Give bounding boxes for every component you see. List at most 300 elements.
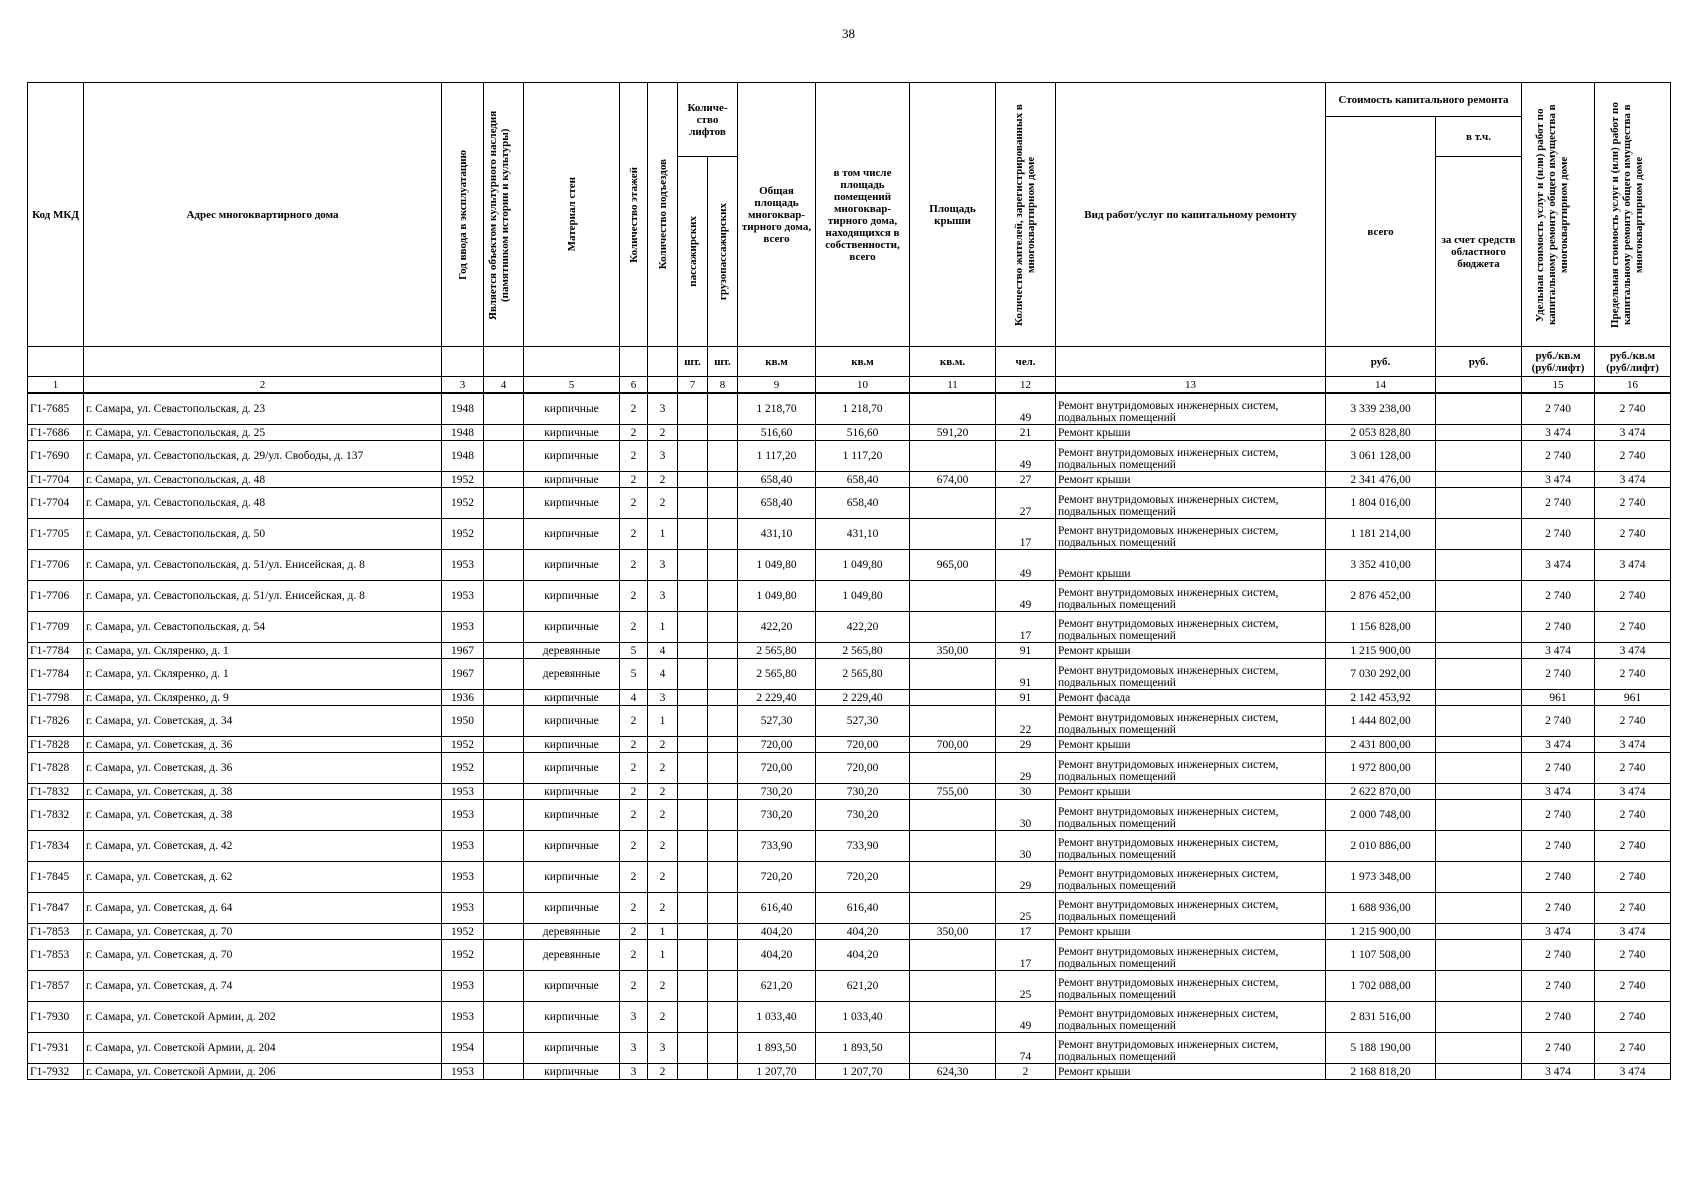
row-code: Г1-7685: [28, 393, 84, 425]
row-unit-cost: 2 740: [1522, 753, 1595, 784]
row-cost-regional: [1436, 550, 1522, 581]
column-number: 4: [484, 377, 524, 394]
row-walls: кирпичные: [524, 784, 620, 800]
row-limit-cost: 3 474: [1595, 737, 1671, 753]
row-unit-cost: 3 474: [1522, 784, 1595, 800]
row-lifts-passenger: [678, 784, 708, 800]
row-cost-total: 1 688 936,00: [1326, 893, 1436, 924]
row-entrances: 3: [648, 1033, 678, 1064]
row-address: г. Самара, ул. Советской Армии, д. 206: [84, 1064, 442, 1080]
row-address: г. Самара, ул. Севастопольская, д. 51/ул. Енисейская, д. 8: [84, 581, 442, 612]
row-cost-total: 2 168 818,20: [1326, 1064, 1436, 1080]
row-residents: 49: [996, 441, 1056, 472]
row-year: 1952: [442, 472, 484, 488]
row-work-type: Ремонт крыши: [1056, 472, 1326, 488]
row-owned-area: 616,40: [816, 893, 910, 924]
header-total-area: Общая площадь многоквар-тирного дома, всего: [738, 83, 816, 347]
row-total-area: 720,00: [738, 753, 816, 784]
row-work-type: Ремонт внутридомовых инженерных систем, подвальных помещений: [1056, 940, 1326, 971]
row-lifts-cargo: [708, 393, 738, 425]
row-code: Г1-7834: [28, 831, 84, 862]
row-cost-total: 1 215 900,00: [1326, 924, 1436, 940]
row-limit-cost: 3 474: [1595, 784, 1671, 800]
row-residents: 29: [996, 753, 1056, 784]
row-address: г. Самара, ул. Советская, д. 64: [84, 893, 442, 924]
row-year: 1948: [442, 425, 484, 441]
row-code: Г1-7826: [28, 706, 84, 737]
row-work-type: Ремонт крыши: [1056, 924, 1326, 940]
row-heritage: [484, 550, 524, 581]
row-owned-area: 1 049,80: [816, 581, 910, 612]
row-unit-cost: 3 474: [1522, 737, 1595, 753]
row-unit-cost: 2 740: [1522, 1002, 1595, 1033]
row-limit-cost: 2 740: [1595, 441, 1671, 472]
row-heritage: [484, 612, 524, 643]
row-address: г. Самара, ул. Советская, д. 38: [84, 800, 442, 831]
column-number: 11: [910, 377, 996, 394]
header-year: Год ввода в эксплуатацию: [456, 149, 469, 280]
row-work-type: Ремонт внутридомовых инженерных систем, подвальных помещений: [1056, 393, 1326, 425]
row-cost-total: 2 341 476,00: [1326, 472, 1436, 488]
row-code: Г1-7932: [28, 1064, 84, 1080]
row-address: г. Самара, ул. Советская, д. 70: [84, 940, 442, 971]
row-walls: кирпичные: [524, 550, 620, 581]
row-owned-area: 658,40: [816, 488, 910, 519]
row-roof-area: [910, 753, 996, 784]
row-address: г. Самара, ул. Севастопольская, д. 51/ул. Енисейская, д. 8: [84, 550, 442, 581]
page-number: 38: [842, 26, 855, 41]
row-lifts-passenger: [678, 519, 708, 550]
row-cost-regional: [1436, 519, 1522, 550]
row-unit-cost: 2 740: [1522, 893, 1595, 924]
row-roof-area: 350,00: [910, 924, 996, 940]
unit-pcs: шт.: [678, 347, 708, 377]
row-roof-area: 700,00: [910, 737, 996, 753]
row-owned-area: 1 049,80: [816, 550, 910, 581]
row-unit-cost: 2 740: [1522, 940, 1595, 971]
row-work-type: Ремонт внутридомовых инженерных систем, подвальных помещений: [1056, 831, 1326, 862]
row-cost-regional: [1436, 659, 1522, 690]
table-row: [28, 643, 1671, 659]
row-total-area: 422,20: [738, 612, 816, 643]
row-address: г. Самара, ул. Советская, д. 38: [84, 784, 442, 800]
row-cost-total: 5 188 190,00: [1326, 1033, 1436, 1064]
row-lifts-cargo: [708, 784, 738, 800]
row-year: 1953: [442, 1002, 484, 1033]
header-owned-area: в том числе площадь помещений многоквар-тирного дома, находящихся в собственности, всего: [816, 83, 910, 347]
row-limit-cost: 3 474: [1595, 643, 1671, 659]
row-address: г. Самара, ул. Советская, д. 42: [84, 831, 442, 862]
row-lifts-passenger: [678, 940, 708, 971]
row-lifts-passenger: [678, 659, 708, 690]
row-roof-area: 624,30: [910, 1064, 996, 1080]
row-total-area: 1 117,20: [738, 441, 816, 472]
row-cost-regional: [1436, 1002, 1522, 1033]
row-entrances: 2: [648, 971, 678, 1002]
row-walls: кирпичные: [524, 831, 620, 862]
row-walls: кирпичные: [524, 800, 620, 831]
row-roof-area: [910, 393, 996, 425]
row-entrances: 2: [648, 1002, 678, 1033]
row-entrances: 2: [648, 1064, 678, 1080]
row-total-area: 730,20: [738, 784, 816, 800]
row-walls: кирпичные: [524, 753, 620, 784]
column-number: 3: [442, 377, 484, 394]
row-floors: 2: [620, 581, 648, 612]
row-year: 1953: [442, 893, 484, 924]
row-address: г. Самара, ул. Севастопольская, д. 29/ул. Свободы, д. 137: [84, 441, 442, 472]
row-total-area: 616,40: [738, 893, 816, 924]
row-heritage: [484, 971, 524, 1002]
row-roof-area: [910, 519, 996, 550]
row-residents: 25: [996, 971, 1056, 1002]
row-residents: 17: [996, 940, 1056, 971]
row-floors: 3: [620, 1002, 648, 1033]
row-residents: 30: [996, 831, 1056, 862]
row-address: г. Самара, ул. Скляренко, д. 1: [84, 643, 442, 659]
row-lifts-passenger: [678, 612, 708, 643]
row-work-type: Ремонт внутридомовых инженерных систем, подвальных помещений: [1056, 1002, 1326, 1033]
table-row: [28, 800, 1671, 831]
column-number: 15: [1522, 377, 1595, 394]
row-work-type: Ремонт внутридомовых инженерных систем, подвальных помещений: [1056, 612, 1326, 643]
row-floors: 5: [620, 659, 648, 690]
row-residents: 17: [996, 519, 1056, 550]
row-lifts-passenger: [678, 690, 708, 706]
row-heritage: [484, 581, 524, 612]
row-entrances: 2: [648, 784, 678, 800]
row-roof-area: [910, 831, 996, 862]
column-number-row: [28, 377, 1671, 394]
row-cost-regional: [1436, 706, 1522, 737]
row-residents: 17: [996, 924, 1056, 940]
row-year: 1936: [442, 690, 484, 706]
row-lifts-cargo: [708, 1064, 738, 1080]
row-code: Г1-7704: [28, 488, 84, 519]
row-roof-area: [910, 940, 996, 971]
row-lifts-cargo: [708, 643, 738, 659]
header-cargo: грузопассажирских: [716, 202, 729, 301]
row-heritage: [484, 643, 524, 659]
row-work-type: Ремонт крыши: [1056, 1064, 1326, 1080]
row-roof-area: [910, 800, 996, 831]
header-entrances: Количество подъездов: [656, 159, 669, 270]
row-entrances: 2: [648, 831, 678, 862]
row-lifts-passenger: [678, 1033, 708, 1064]
row-floors: 2: [620, 862, 648, 893]
row-entrances: 3: [648, 441, 678, 472]
row-floors: 4: [620, 690, 648, 706]
row-floors: 2: [620, 800, 648, 831]
row-code: Г1-7853: [28, 940, 84, 971]
row-entrances: 2: [648, 737, 678, 753]
row-heritage: [484, 893, 524, 924]
row-cost-total: 2 053 828,80: [1326, 425, 1436, 441]
row-owned-area: 422,20: [816, 612, 910, 643]
row-walls: кирпичные: [524, 893, 620, 924]
row-work-type: Ремонт внутридомовых инженерных систем, подвальных помещений: [1056, 706, 1326, 737]
row-floors: 2: [620, 737, 648, 753]
row-roof-area: [910, 488, 996, 519]
row-limit-cost: 2 740: [1595, 753, 1671, 784]
row-floors: 2: [620, 706, 648, 737]
row-work-type: Ремонт внутридомовых инженерных систем, подвальных помещений: [1056, 893, 1326, 924]
table-row: [28, 519, 1671, 550]
row-residents: 21: [996, 425, 1056, 441]
row-limit-cost: 2 740: [1595, 519, 1671, 550]
row-code: Г1-7853: [28, 924, 84, 940]
row-year: 1953: [442, 862, 484, 893]
row-cost-regional: [1436, 393, 1522, 425]
column-number: 9: [738, 377, 816, 394]
row-entrances: 1: [648, 706, 678, 737]
row-address: г. Самара, ул. Советской Армии, д. 202: [84, 1002, 442, 1033]
row-cost-total: 7 030 292,00: [1326, 659, 1436, 690]
row-residents: 49: [996, 1002, 1056, 1033]
row-heritage: [484, 659, 524, 690]
row-owned-area: 1 218,70: [816, 393, 910, 425]
row-heritage: [484, 472, 524, 488]
row-unit-cost: 3 474: [1522, 924, 1595, 940]
row-roof-area: [910, 971, 996, 1002]
table-row: [28, 784, 1671, 800]
row-lifts-cargo: [708, 706, 738, 737]
header-roof-area: Площадь крыши: [910, 83, 996, 347]
row-work-type: Ремонт фасада: [1056, 690, 1326, 706]
table-row: [28, 893, 1671, 924]
row-residents: 22: [996, 706, 1056, 737]
row-floors: 2: [620, 753, 648, 784]
row-cost-total: 1 972 800,00: [1326, 753, 1436, 784]
row-code: Г1-7709: [28, 612, 84, 643]
row-work-type: Ремонт внутридомовых инженерных систем, подвальных помещений: [1056, 753, 1326, 784]
row-roof-area: [910, 659, 996, 690]
table-row: [28, 831, 1671, 862]
row-year: 1948: [442, 441, 484, 472]
row-lifts-passenger: [678, 1064, 708, 1080]
row-heritage: [484, 1064, 524, 1080]
unit-rub: руб.: [1436, 347, 1522, 377]
row-code: Г1-7784: [28, 643, 84, 659]
table-row: [28, 472, 1671, 488]
row-walls: кирпичные: [524, 581, 620, 612]
row-code: Г1-7832: [28, 784, 84, 800]
row-walls: кирпичные: [524, 519, 620, 550]
row-lifts-cargo: [708, 472, 738, 488]
row-address: г. Самара, ул. Севастопольская, д. 48: [84, 488, 442, 519]
row-lifts-cargo: [708, 425, 738, 441]
row-cost-regional: [1436, 441, 1522, 472]
row-walls: деревянные: [524, 924, 620, 940]
row-floors: 2: [620, 971, 648, 1002]
row-cost-regional: [1436, 831, 1522, 862]
table-row: [28, 581, 1671, 612]
table-row: [28, 488, 1671, 519]
row-total-area: 733,90: [738, 831, 816, 862]
row-cost-total: 2 010 886,00: [1326, 831, 1436, 862]
table-row: [28, 940, 1671, 971]
row-code: Г1-7857: [28, 971, 84, 1002]
row-year: 1953: [442, 971, 484, 1002]
row-floors: 3: [620, 1064, 648, 1080]
row-lifts-cargo: [708, 519, 738, 550]
row-year: 1948: [442, 393, 484, 425]
row-heritage: [484, 940, 524, 971]
row-floors: 2: [620, 472, 648, 488]
row-floors: 2: [620, 924, 648, 940]
row-cost-regional: [1436, 472, 1522, 488]
row-total-area: 730,20: [738, 800, 816, 831]
row-limit-cost: 2 740: [1595, 1033, 1671, 1064]
row-entrances: 3: [648, 690, 678, 706]
row-year: 1952: [442, 753, 484, 784]
row-unit-cost: 2 740: [1522, 441, 1595, 472]
row-work-type: Ремонт внутридомовых инженерных систем, подвальных помещений: [1056, 1033, 1326, 1064]
row-owned-area: 1 893,50: [816, 1033, 910, 1064]
row-lifts-passenger: [678, 425, 708, 441]
row-cost-total: 2 142 453,92: [1326, 690, 1436, 706]
capital-repair-table: [27, 82, 1671, 1080]
row-heritage: [484, 393, 524, 425]
row-total-area: 516,60: [738, 425, 816, 441]
row-limit-cost: 2 740: [1595, 581, 1671, 612]
row-residents: 27: [996, 488, 1056, 519]
row-entrances: 1: [648, 924, 678, 940]
row-walls: кирпичные: [524, 1064, 620, 1080]
row-limit-cost: 3 474: [1595, 1064, 1671, 1080]
row-entrances: 3: [648, 393, 678, 425]
row-limit-cost: 3 474: [1595, 425, 1671, 441]
row-lifts-passenger: [678, 550, 708, 581]
row-heritage: [484, 690, 524, 706]
row-roof-area: 755,00: [910, 784, 996, 800]
row-work-type: Ремонт крыши: [1056, 784, 1326, 800]
row-residents: 27: [996, 472, 1056, 488]
column-number: 10: [816, 377, 910, 394]
row-cost-regional: [1436, 940, 1522, 971]
row-owned-area: 658,40: [816, 472, 910, 488]
row-lifts-passenger: [678, 753, 708, 784]
row-residents: 2: [996, 1064, 1056, 1080]
row-entrances: 2: [648, 472, 678, 488]
row-lifts-cargo: [708, 800, 738, 831]
row-address: г. Самара, ул. Советская, д. 74: [84, 971, 442, 1002]
row-floors: 2: [620, 550, 648, 581]
row-roof-area: [910, 690, 996, 706]
row-total-area: 431,10: [738, 519, 816, 550]
row-cost-total: 1 181 214,00: [1326, 519, 1436, 550]
column-number: 12: [996, 377, 1056, 394]
row-code: Г1-7798: [28, 690, 84, 706]
row-work-type: Ремонт крыши: [1056, 550, 1326, 581]
row-lifts-passenger: [678, 581, 708, 612]
row-address: г. Самара, ул. Севастопольская, д. 54: [84, 612, 442, 643]
row-limit-cost: 3 474: [1595, 472, 1671, 488]
row-residents: 91: [996, 659, 1056, 690]
row-roof-area: 674,00: [910, 472, 996, 488]
column-number: 13: [1056, 377, 1326, 394]
row-year: 1952: [442, 940, 484, 971]
row-walls: кирпичные: [524, 1002, 620, 1033]
row-year: 1953: [442, 612, 484, 643]
row-floors: 2: [620, 940, 648, 971]
row-owned-area: 1 117,20: [816, 441, 910, 472]
row-work-type: Ремонт крыши: [1056, 643, 1326, 659]
column-number: 7: [678, 377, 708, 394]
row-cost-regional: [1436, 1064, 1522, 1080]
row-unit-cost: 2 740: [1522, 659, 1595, 690]
row-owned-area: 730,20: [816, 784, 910, 800]
row-heritage: [484, 1033, 524, 1064]
row-cost-total: 1 156 828,00: [1326, 612, 1436, 643]
row-address: г. Самара, ул. Севастопольская, д. 25: [84, 425, 442, 441]
row-owned-area: 2 229,40: [816, 690, 910, 706]
row-address: г. Самара, ул. Скляренко, д. 9: [84, 690, 442, 706]
row-lifts-passenger: [678, 472, 708, 488]
row-lifts-cargo: [708, 924, 738, 940]
row-code: Г1-7706: [28, 581, 84, 612]
row-heritage: [484, 784, 524, 800]
row-total-area: 1 033,40: [738, 1002, 816, 1033]
row-year: 1953: [442, 550, 484, 581]
row-entrances: 3: [648, 550, 678, 581]
header-residents: Количество жителей, зарегистрированных в многоквартирном доме: [1012, 103, 1037, 326]
row-owned-area: 621,20: [816, 971, 910, 1002]
row-heritage: [484, 519, 524, 550]
row-code: Г1-7706: [28, 550, 84, 581]
row-unit-cost: 3 474: [1522, 643, 1595, 659]
row-limit-cost: 3 474: [1595, 550, 1671, 581]
header-code: Код МКД: [28, 83, 84, 347]
row-lifts-passenger: [678, 1002, 708, 1033]
row-limit-cost: 2 740: [1595, 488, 1671, 519]
row-walls: деревянные: [524, 659, 620, 690]
row-entrances: 1: [648, 519, 678, 550]
row-owned-area: 1 033,40: [816, 1002, 910, 1033]
column-number: [1436, 377, 1522, 394]
row-cost-regional: [1436, 753, 1522, 784]
row-lifts-cargo: [708, 753, 738, 784]
row-unit-cost: 2 740: [1522, 862, 1595, 893]
table-row: [28, 1033, 1671, 1064]
row-cost-regional: [1436, 784, 1522, 800]
table-row: [28, 924, 1671, 940]
row-lifts-cargo: [708, 659, 738, 690]
row-code: Г1-7847: [28, 893, 84, 924]
row-address: г. Самара, ул. Севастопольская, д. 23: [84, 393, 442, 425]
row-heritage: [484, 924, 524, 940]
row-floors: 5: [620, 643, 648, 659]
row-residents: 29: [996, 737, 1056, 753]
row-cost-regional: [1436, 1033, 1522, 1064]
row-work-type: Ремонт внутридомовых инженерных систем, подвальных помещений: [1056, 862, 1326, 893]
column-number: 5: [524, 377, 620, 394]
unit-people: чел.: [996, 347, 1056, 377]
row-lifts-passenger: [678, 643, 708, 659]
table-row: [28, 659, 1671, 690]
row-total-area: 527,30: [738, 706, 816, 737]
row-total-area: 1 218,70: [738, 393, 816, 425]
row-owned-area: 527,30: [816, 706, 910, 737]
row-total-area: 404,20: [738, 940, 816, 971]
row-roof-area: [910, 441, 996, 472]
row-unit-cost: 2 740: [1522, 971, 1595, 1002]
unit-sqm: кв.м: [816, 347, 910, 377]
row-owned-area: 516,60: [816, 425, 910, 441]
row-unit-cost: 2 740: [1522, 488, 1595, 519]
row-cost-regional: [1436, 924, 1522, 940]
row-total-area: 621,20: [738, 971, 816, 1002]
